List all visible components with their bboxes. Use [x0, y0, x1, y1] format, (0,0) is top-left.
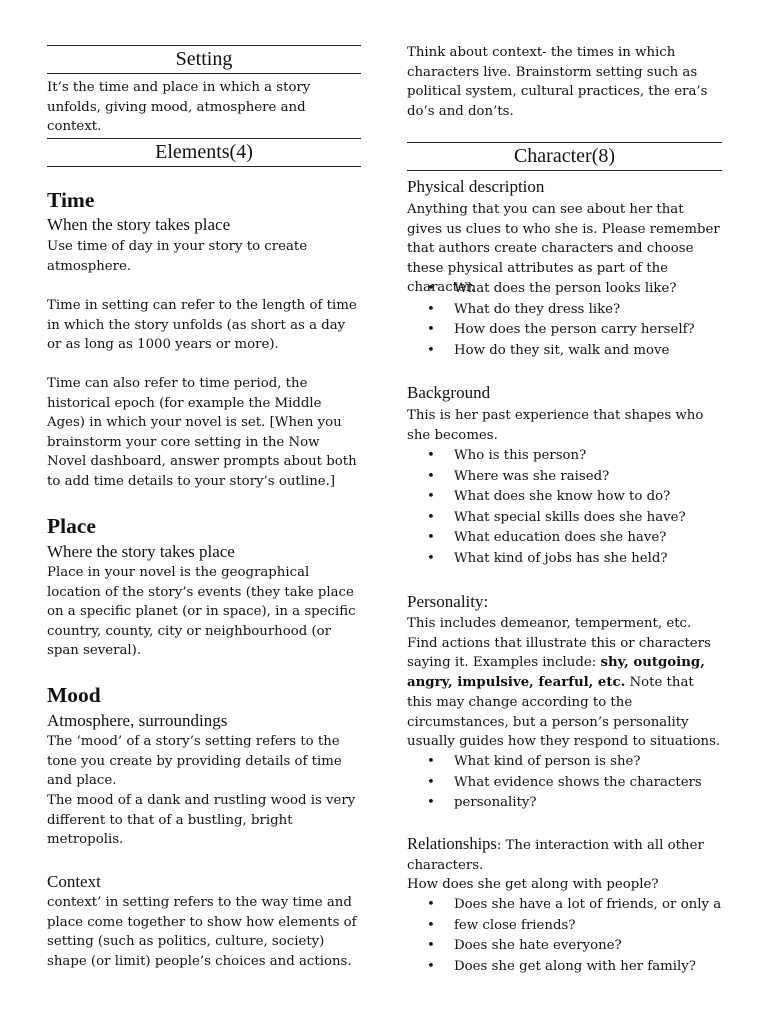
- background-paragraph: This is her past experience that shapes who she becomes.: [407, 408, 704, 443]
- relationships-heading: Relationships: [407, 834, 497, 853]
- list-item: • What special skills does she have?: [407, 508, 722, 529]
- place-heading: Place: [47, 514, 96, 538]
- list-item: • Does she hate everyone?: [407, 936, 722, 957]
- time-paragraph-1: Use time of day in your story to create atmosphere.: [47, 239, 308, 274]
- context-heading: Context: [47, 872, 101, 891]
- setting-body: It’s the time and place in which a story unfolds, giving mood, atmosphere and context.: [47, 80, 311, 135]
- list-item: • What do they dress like?: [407, 300, 722, 321]
- time-paragraph-2: Time in setting can refer to the length of time in which the story unfolds (as short as a day or as long as 1000 years or more).: [47, 298, 357, 353]
- personality-paragraph-1: [407, 614, 722, 692]
- list-item: • few close friends?: [407, 916, 722, 937]
- background-bullet-list: [407, 446, 722, 569]
- physical-bullet-list: [407, 279, 722, 361]
- relationships-paragraph-2: How does she get along with people?: [407, 877, 659, 892]
- physical-heading: Physical description: [407, 177, 545, 196]
- personality-bullet-list: [407, 752, 722, 814]
- mood-paragraph-2: The mood of a dank and rustling wood is very different to that of a bustling, bright metropolis.: [47, 793, 356, 848]
- time-subheading: When the story takes place: [47, 215, 231, 234]
- list-item: • What does she know how to do?: [407, 487, 722, 508]
- list-item: • Where was she raised?: [407, 467, 722, 488]
- mood-paragraph-1: The ‘mood’ of a story’s setting refers to the tone you create by providing details of time and place.: [47, 734, 342, 789]
- list-item: • What kind of person is she?: [407, 752, 722, 773]
- time-heading: Time: [47, 188, 95, 212]
- personality-examples: shy, outgoing, angry, impulsive, fearful, etc.: [407, 655, 705, 690]
- list-item: • Who is this person?: [407, 446, 722, 467]
- background-heading: Background: [407, 383, 491, 402]
- personality-paragraph-2: this may change according to the circumstances, but a person’s personality usually guides how they respond to situations.: [407, 695, 721, 750]
- list-item: • What kind of jobs has she held?: [407, 549, 722, 570]
- time-paragraph-3: Time can also refer to time period, the historical epoch (for example the Middle Ages) in which your novel is set. [When you brainstorm your core setting in the Now Novel dashboard, answer prompts about both to add time details to your story’s outline.]: [47, 376, 357, 489]
- context-intro: Think about context- the times in which characters live. Brainstorm setting such as political system, cultural practices, the era’s do’s and don’ts.: [407, 45, 708, 119]
- list-item: • What evidence shows the characters: [407, 773, 722, 794]
- list-item: • How do they sit, walk and move: [407, 341, 722, 362]
- list-item: • What does the person looks like?: [407, 279, 722, 300]
- personality-colon: :: [483, 592, 489, 611]
- list-item: • Does she get along with her family?: [407, 957, 722, 978]
- mood-subheading: Atmosphere, surroundings: [47, 711, 228, 730]
- personality-heading-line: [407, 591, 722, 613]
- relationships-bullet-list: [407, 895, 722, 977]
- list-item: • Does she have a lot of friends, or only a: [407, 895, 722, 916]
- context-paragraph: context’ in setting refers to the way time and place come together to show how elements of setting (such as politics, culture, society) shape (or limit) people’s choices and actions.: [47, 895, 357, 969]
- place-paragraph: Place in your novel is the geographical location of the story’s events (they take place on a specific planet (or in space), in a specific country, county, city or neighbourhood (or span several).: [47, 565, 356, 659]
- mood-heading: Mood: [47, 683, 101, 707]
- setting-title: Setting: [47, 45, 361, 74]
- personality-heading: Personality: [407, 592, 484, 611]
- character-title: Character(8): [407, 142, 722, 171]
- list-item: • How does the person carry herself?: [407, 320, 722, 341]
- list-item: • What education does she have?: [407, 528, 722, 549]
- personality-text-c: Note that: [625, 674, 694, 690]
- physical-paragraph: Anything that you can see about her that gives us clues to who she is. Please remember that authors create characters and choose these physical attributes as part of the character.: [407, 202, 720, 296]
- relationships-paragraph-1: [407, 834, 722, 875]
- list-item: • personality?: [407, 793, 722, 814]
- place-subheading: Where the story takes place: [47, 542, 235, 561]
- elements-title: Elements(4): [47, 138, 361, 167]
- personality-text-a: This includes demeanor, temperment, etc. Find actions that illustrate this or characters saying it. Examples include:: [407, 616, 711, 671]
- relationships-text: : The interaction with all other characters.: [407, 838, 704, 873]
